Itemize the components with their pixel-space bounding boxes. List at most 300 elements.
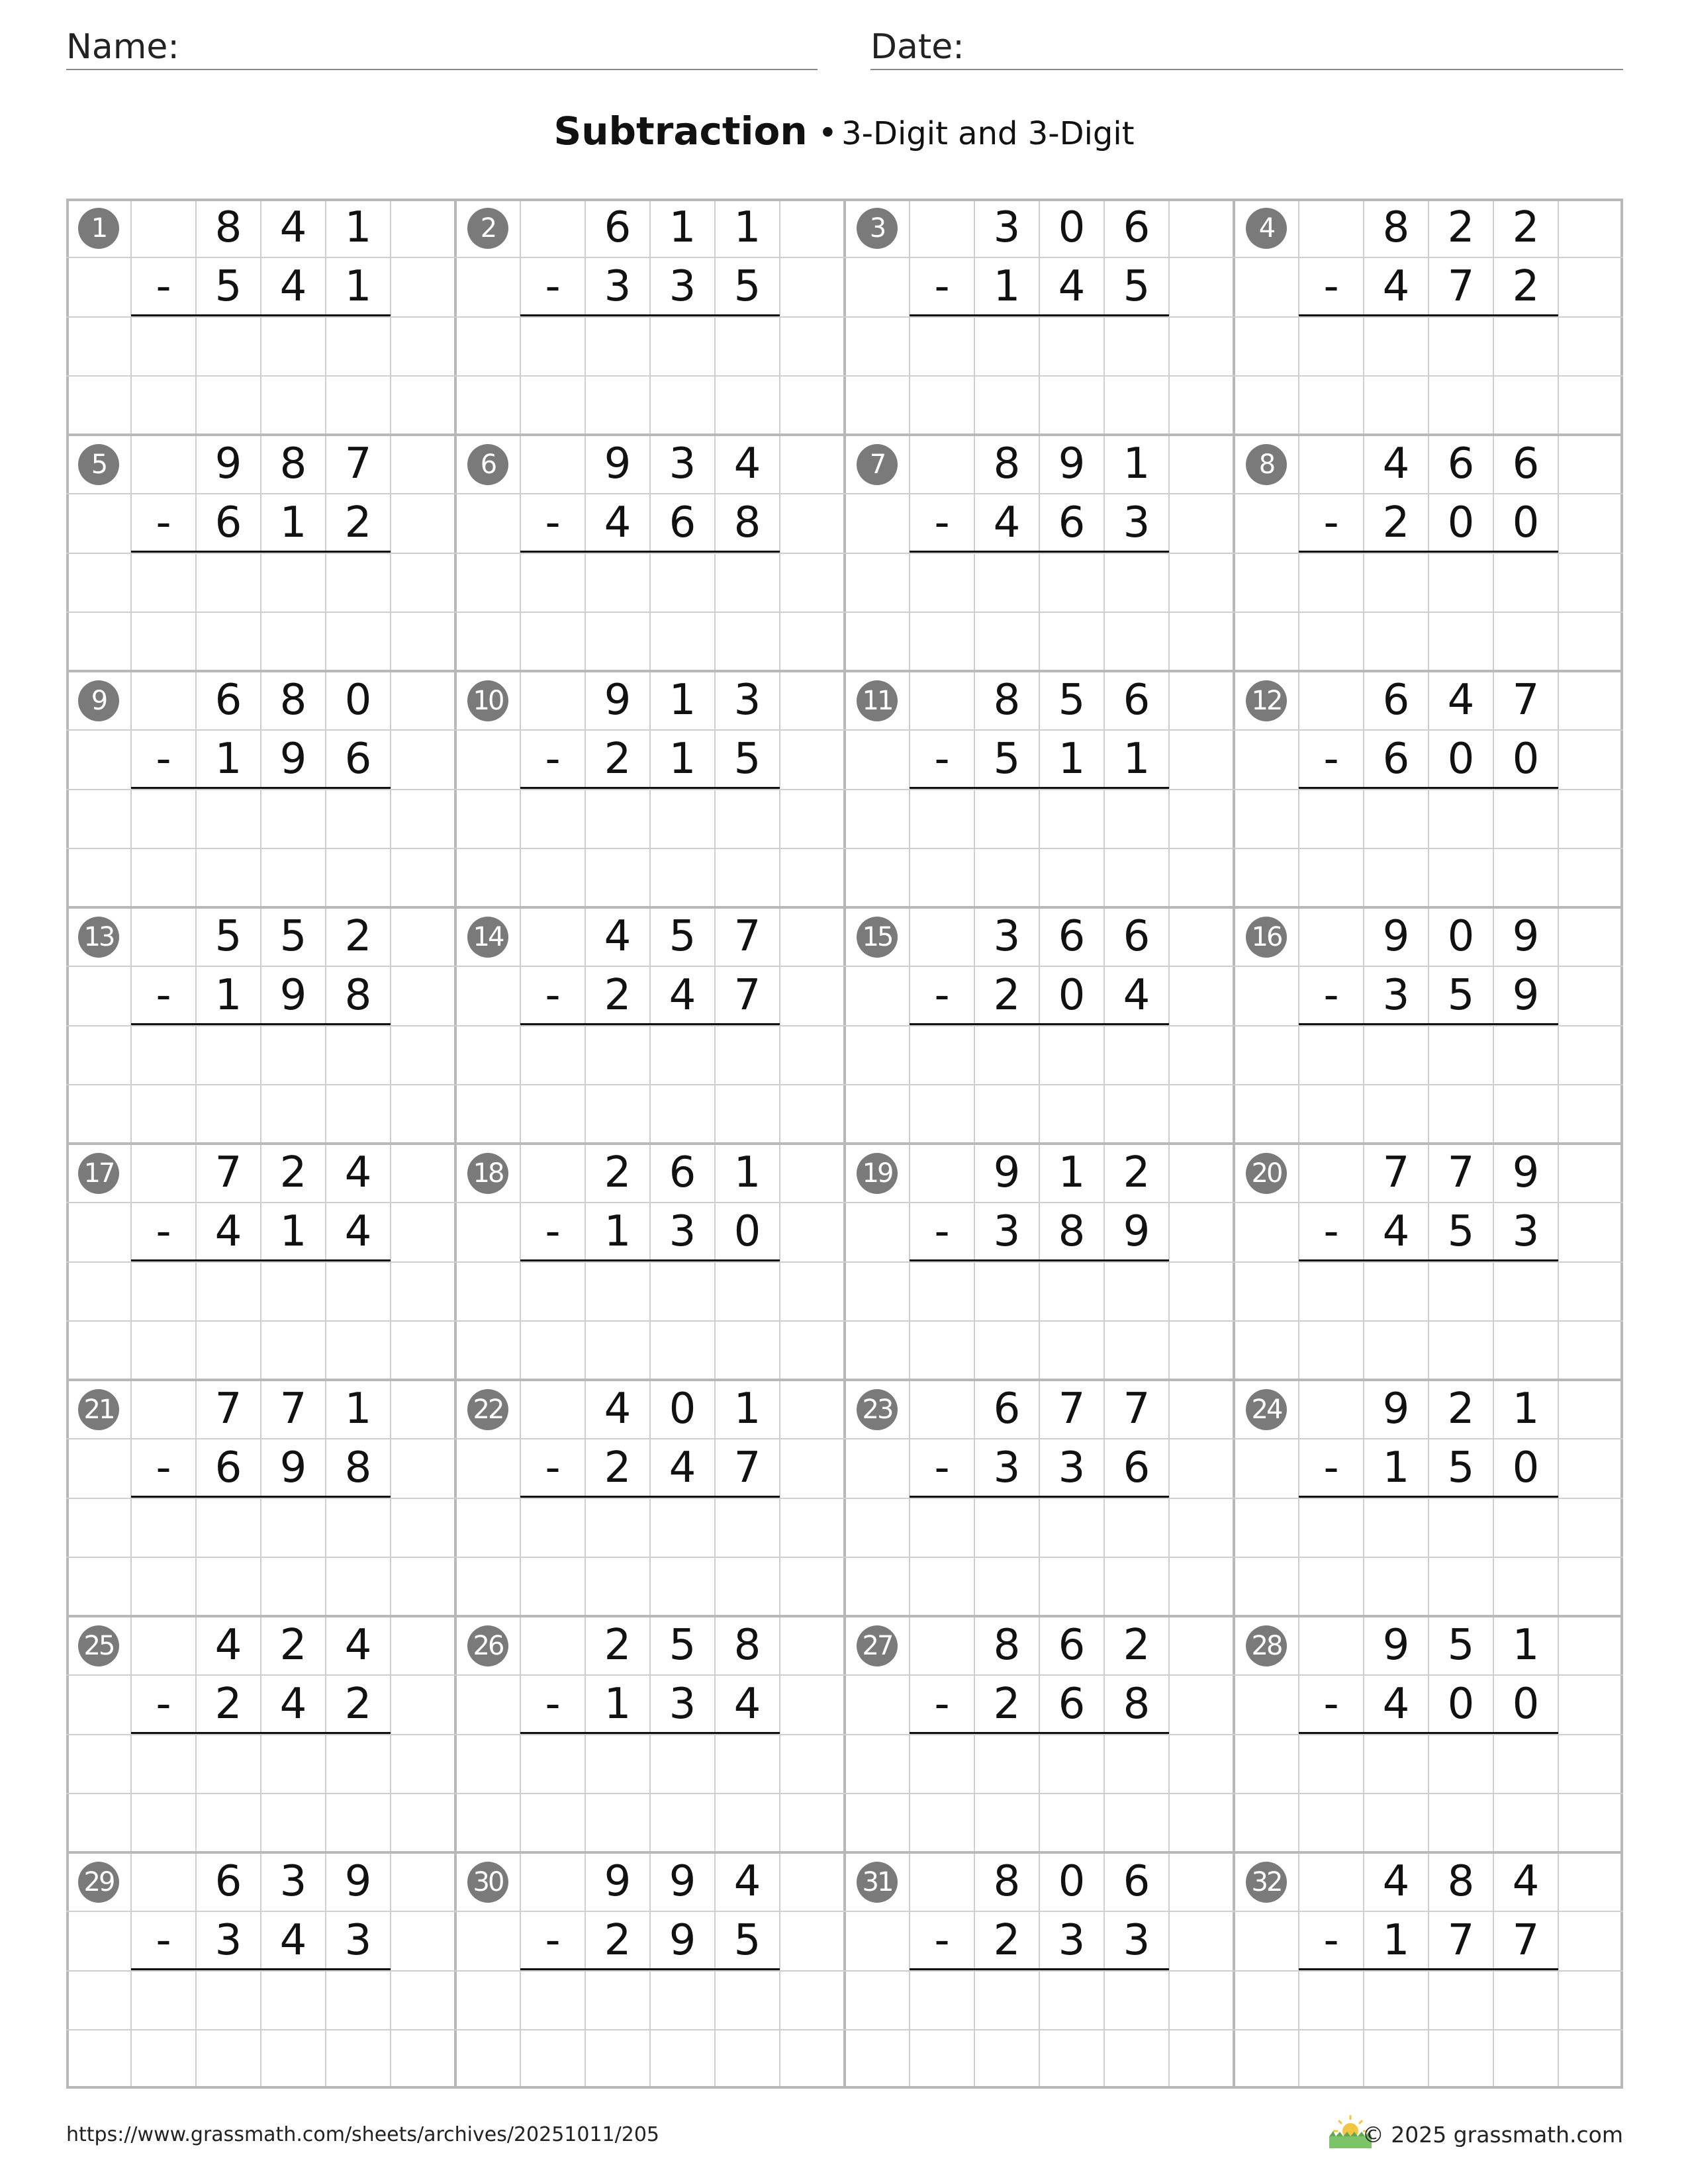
answer-cell[interactable] [1300, 1737, 1362, 1849]
minuend-digit: 4 [604, 1385, 632, 1433]
subtrahend-digit: 4 [214, 1207, 242, 1256]
worksheet-title [0, 105, 1688, 167]
answer-cell[interactable] [1365, 319, 1427, 432]
subtrahend-digit: 6 [214, 498, 242, 547]
answer-cell[interactable] [586, 1028, 649, 1140]
subtrahend-digit: 2 [1512, 262, 1540, 311]
subtrahend-digit: 4 [1382, 1207, 1410, 1256]
subtrahend-digit: 6 [669, 498, 696, 547]
answer-cell[interactable] [1105, 792, 1168, 904]
answer-cell[interactable] [651, 1264, 714, 1377]
problem-number-badge: 9 [78, 680, 119, 721]
problem [845, 1380, 1234, 1616]
minuend-digit: 4 [344, 1148, 372, 1197]
answer-cell[interactable] [651, 555, 714, 668]
problem [1234, 671, 1623, 907]
minuend-digit: 6 [1447, 439, 1475, 488]
minuend-digit: 6 [1058, 1621, 1086, 1670]
subtrahend-digit: 2 [993, 1680, 1021, 1729]
subtrahend-digit: 3 [669, 262, 696, 311]
answer-cell[interactable] [651, 1737, 714, 1849]
subtrahend-digit: 7 [1447, 262, 1475, 311]
minus-sign: - [156, 971, 171, 1020]
answer-cell[interactable] [197, 1500, 259, 1613]
minuend-digit: 3 [279, 1857, 307, 1906]
answer-cell[interactable] [197, 1028, 259, 1140]
answer-cell[interactable] [1041, 792, 1103, 904]
problem [66, 671, 455, 907]
subtrahend-digit: 1 [1058, 735, 1086, 784]
answer-cell[interactable] [911, 1500, 973, 1613]
subtrahend-digit: 4 [669, 1443, 696, 1492]
answer-cell[interactable] [197, 1737, 259, 1849]
minuend-digit: 2 [1512, 203, 1540, 252]
minuend-digit: 4 [214, 1621, 242, 1670]
minuend-digit: 4 [1447, 676, 1475, 725]
answer-cell[interactable] [1300, 1500, 1362, 1613]
answer-cell[interactable] [1300, 1028, 1362, 1140]
subtrahend-digit: 0 [1447, 1680, 1475, 1729]
problem [455, 1852, 845, 2089]
minuend-digit: 5 [214, 912, 242, 961]
problem [1234, 435, 1623, 671]
subtrahend-digit: 3 [344, 1916, 372, 1965]
minuend-digit: 1 [344, 203, 372, 252]
answer-cell[interactable] [1495, 1973, 1557, 2085]
minuend-digit: 8 [279, 439, 307, 488]
answer-cell[interactable] [1300, 319, 1362, 432]
minuend-digit: 4 [344, 1621, 372, 1670]
subtrahend-digit: 3 [1123, 1916, 1150, 1965]
answer-cell[interactable] [1300, 792, 1362, 904]
answer-cell[interactable] [1041, 1500, 1103, 1613]
answer-cell[interactable] [976, 1264, 1038, 1377]
answer-cell[interactable] [976, 1737, 1038, 1849]
subtrahend-digit: 9 [1512, 971, 1540, 1020]
subtrahend-digit: 8 [344, 971, 372, 1020]
minuend-digit: 6 [993, 1385, 1021, 1433]
subtrahend-digit: 1 [1382, 1443, 1410, 1492]
answer-cell[interactable] [1495, 1500, 1557, 1613]
answer-cell[interactable] [197, 555, 259, 668]
answer-cell[interactable] [522, 1028, 584, 1140]
answer-cell[interactable] [262, 1737, 324, 1849]
minuend-digit: 8 [993, 1621, 1021, 1670]
answer-cell[interactable] [1105, 1973, 1168, 2085]
subtrahend-digit: 3 [993, 1207, 1021, 1256]
subtrahend-digit: 4 [669, 971, 696, 1020]
minus-sign: - [1323, 971, 1339, 1020]
subtrahend-digit: 3 [1512, 1207, 1540, 1256]
answer-cell[interactable] [586, 1973, 649, 2085]
answer-cell[interactable] [327, 319, 389, 432]
subtrahend-digit: 8 [733, 498, 761, 547]
minuend-digit: 7 [214, 1148, 242, 1197]
subtrahend-digit: 7 [733, 1443, 761, 1492]
answer-cell[interactable] [327, 1737, 389, 1849]
minuend-digit: 4 [604, 912, 632, 961]
name-label: Name: [66, 27, 179, 67]
minuend-digit: 6 [669, 1148, 696, 1197]
answer-cell[interactable] [586, 555, 649, 668]
minuend-digit: 6 [1123, 1857, 1150, 1906]
subtrahend-digit: 6 [1123, 1443, 1150, 1492]
answer-cell[interactable] [1105, 1264, 1168, 1377]
answer-cell[interactable] [1495, 1737, 1557, 1849]
answer-cell[interactable] [197, 1973, 259, 2085]
answer-cell[interactable] [1105, 1028, 1168, 1140]
answer-cell[interactable] [327, 1264, 389, 1377]
answer-cell[interactable] [911, 1264, 973, 1377]
answer-cell[interactable] [262, 319, 324, 432]
answer-cell[interactable] [1430, 1264, 1492, 1377]
answer-cell[interactable] [327, 555, 389, 668]
name-blank[interactable] [185, 25, 818, 69]
answer-cell[interactable] [132, 1737, 195, 1849]
subtrahend-digit: 3 [214, 1916, 242, 1965]
title-separator: • [818, 114, 838, 152]
answer-cell[interactable] [1365, 1737, 1427, 1849]
answer-cell[interactable] [1041, 1737, 1103, 1849]
problem [66, 907, 455, 1144]
answer-cell[interactable] [586, 1264, 649, 1377]
minuend-digit: 9 [604, 1857, 632, 1906]
answer-cell[interactable] [327, 1500, 389, 1613]
problem-number-badge: 4 [1246, 208, 1287, 249]
subtrahend-digit: 0 [1512, 735, 1540, 784]
answer-cell[interactable] [651, 1028, 714, 1140]
minuend-digit: 6 [604, 203, 632, 252]
answer-cell[interactable] [651, 1973, 714, 2085]
answer-cell[interactable] [132, 1500, 195, 1613]
problem [845, 435, 1234, 671]
answer-cell[interactable] [976, 792, 1038, 904]
answer-cell[interactable] [1300, 1973, 1362, 2085]
answer-rule [910, 314, 1169, 316]
answer-rule [131, 1023, 391, 1025]
subtrahend-digit: 1 [344, 262, 372, 311]
minus-sign: - [545, 1207, 561, 1256]
minuend-digit: 5 [669, 1621, 696, 1670]
problem [455, 1380, 845, 1616]
answer-cell[interactable] [1365, 1500, 1427, 1613]
answer-cell[interactable] [132, 555, 195, 668]
answer-cell[interactable] [197, 319, 259, 432]
problem-number-badge: 7 [857, 444, 898, 485]
answer-cell[interactable] [976, 1973, 1038, 2085]
problem-number-badge: 27 [857, 1625, 898, 1666]
minuend-digit: 0 [669, 1385, 696, 1433]
problem-number-badge: 15 [857, 917, 898, 958]
minuend-digit: 2 [604, 1621, 632, 1670]
answer-cell[interactable] [1365, 792, 1427, 904]
answer-cell[interactable] [1495, 555, 1557, 668]
answer-cell[interactable] [1365, 1264, 1427, 1377]
minuend-digit: 6 [1123, 676, 1150, 725]
minuend-digit: 4 [1382, 439, 1410, 488]
answer-cell[interactable] [976, 555, 1038, 668]
answer-cell[interactable] [522, 1737, 584, 1849]
subtrahend-digit: 2 [604, 1916, 632, 1965]
minus-sign: - [1323, 1680, 1339, 1729]
answer-cell[interactable] [1430, 319, 1492, 432]
minuend-digit: 2 [344, 912, 372, 961]
answer-cell[interactable] [976, 1028, 1038, 1140]
answer-cell[interactable] [327, 1973, 389, 2085]
answer-cell[interactable] [327, 792, 389, 904]
problem-number-badge: 3 [857, 208, 898, 249]
minuend-digit: 3 [993, 912, 1021, 961]
answer-cell[interactable] [1430, 555, 1492, 668]
answer-rule [520, 314, 780, 316]
answer-cell[interactable] [262, 1973, 324, 2085]
minuend-digit: 8 [993, 676, 1021, 725]
answer-cell[interactable] [1430, 1500, 1492, 1613]
minuend-digit: 1 [669, 203, 696, 252]
answer-cell[interactable] [132, 1973, 195, 2085]
answer-cell[interactable] [1105, 555, 1168, 668]
answer-cell[interactable] [1041, 1973, 1103, 2085]
problem [66, 1852, 455, 2089]
minuend-digit: 7 [1123, 1385, 1150, 1433]
answer-cell[interactable] [262, 1500, 324, 1613]
problem [66, 1380, 455, 1616]
minuend-digit: 8 [1447, 1857, 1475, 1906]
answer-cell[interactable] [651, 319, 714, 432]
answer-cell[interactable] [1495, 792, 1557, 904]
subtrahend-digit: 0 [1447, 735, 1475, 784]
subtrahend-digit: 4 [344, 1207, 372, 1256]
answer-cell[interactable] [716, 1737, 778, 1849]
answer-cell[interactable] [262, 555, 324, 668]
minuend-digit: 9 [1058, 439, 1086, 488]
answer-rule [1299, 314, 1558, 316]
answer-cell[interactable] [1495, 1264, 1557, 1377]
minus-sign: - [156, 1680, 171, 1729]
answer-cell[interactable] [522, 555, 584, 668]
answer-cell[interactable] [716, 792, 778, 904]
minuend-digit: 6 [1512, 439, 1540, 488]
answer-cell[interactable] [522, 792, 584, 904]
minuend-digit: 2 [1447, 203, 1475, 252]
footer-copyright: © 2025 grassmath.com [1362, 2122, 1623, 2148]
minus-sign: - [934, 1680, 950, 1729]
answer-cell[interactable] [1105, 1500, 1168, 1613]
answer-cell[interactable] [1105, 1737, 1168, 1849]
problem-number-badge: 20 [1246, 1153, 1287, 1194]
answer-cell[interactable] [522, 319, 584, 432]
minus-sign: - [545, 1916, 561, 1965]
subtrahend-digit: 0 [1512, 1680, 1540, 1729]
answer-cell[interactable] [1495, 1028, 1557, 1140]
minuend-digit: 7 [279, 1385, 307, 1433]
answer-cell[interactable] [586, 1737, 649, 1849]
answer-cell[interactable] [716, 1500, 778, 1613]
answer-cell[interactable] [586, 1500, 649, 1613]
minuend-digit: 9 [1512, 1148, 1540, 1197]
problem-number-badge: 21 [78, 1389, 119, 1430]
minuend-digit: 9 [604, 676, 632, 725]
subtrahend-digit: 6 [344, 735, 372, 784]
subtrahend-digit: 7 [733, 971, 761, 1020]
problem-number-badge: 28 [1246, 1625, 1287, 1666]
subtrahend-digit: 1 [1123, 735, 1150, 784]
minuend-digit: 6 [214, 676, 242, 725]
answer-rule [910, 1496, 1169, 1498]
answer-cell[interactable] [716, 555, 778, 668]
answer-cell[interactable] [132, 1028, 195, 1140]
answer-cell[interactable] [911, 792, 973, 904]
problem [1234, 1380, 1623, 1616]
answer-cell[interactable] [586, 792, 649, 904]
subtrahend-digit: 5 [1447, 971, 1475, 1020]
answer-cell[interactable] [1430, 1973, 1492, 2085]
minuend-digit: 1 [733, 1148, 761, 1197]
subtrahend-digit: 8 [344, 1443, 372, 1492]
problem [1234, 907, 1623, 1144]
answer-rule [1299, 1732, 1558, 1734]
answer-cell[interactable] [1365, 1028, 1427, 1140]
problem-number-badge: 32 [1246, 1862, 1287, 1903]
minuend-digit: 2 [1123, 1621, 1150, 1670]
answer-cell[interactable] [522, 1264, 584, 1377]
answer-cell[interactable] [262, 1028, 324, 1140]
subtrahend-digit: 3 [1058, 1916, 1086, 1965]
answer-cell[interactable] [1430, 1028, 1492, 1140]
answer-cell[interactable] [716, 1028, 778, 1140]
problem [455, 199, 845, 435]
problem-number-badge: 25 [78, 1625, 119, 1666]
answer-cell[interactable] [1041, 1028, 1103, 1140]
problem [66, 1616, 455, 1852]
answer-cell[interactable] [262, 1264, 324, 1377]
minuend-digit: 6 [1058, 912, 1086, 961]
answer-rule [910, 551, 1169, 553]
answer-cell[interactable] [197, 792, 259, 904]
subtrahend-digit: 5 [1447, 1443, 1475, 1492]
minuend-digit: 9 [1382, 912, 1410, 961]
answer-cell[interactable] [716, 1264, 778, 1377]
subtrahend-digit: 9 [279, 1443, 307, 1492]
answer-cell[interactable] [1430, 1737, 1492, 1849]
minus-sign: - [545, 971, 561, 1020]
answer-cell[interactable] [1041, 555, 1103, 668]
problem-number-badge: 2 [467, 208, 508, 249]
subtrahend-digit: 6 [214, 1443, 242, 1492]
problem [845, 1616, 1234, 1852]
problem [66, 199, 455, 435]
subtrahend-digit: 4 [604, 498, 632, 547]
subtrahend-digit: 2 [993, 1916, 1021, 1965]
answer-cell[interactable] [651, 792, 714, 904]
answer-cell[interactable] [911, 1028, 973, 1140]
problem [1234, 1616, 1623, 1852]
minuend-digit: 3 [733, 676, 761, 725]
answer-cell[interactable] [586, 319, 649, 432]
answer-cell[interactable] [911, 319, 973, 432]
date-field[interactable] [870, 25, 1623, 70]
answer-cell[interactable] [132, 1264, 195, 1377]
problem [455, 907, 845, 1144]
answer-cell[interactable] [911, 555, 973, 668]
answer-cell[interactable] [1430, 792, 1492, 904]
answer-cell[interactable] [1365, 1973, 1427, 2085]
subtrahend-digit: 4 [279, 1680, 307, 1729]
answer-cell[interactable] [262, 792, 324, 904]
problem-number-badge: 5 [78, 444, 119, 485]
answer-cell[interactable] [327, 1028, 389, 1140]
answer-cell[interactable] [1041, 319, 1103, 432]
answer-cell[interactable] [1105, 319, 1168, 432]
problem-number-badge: 31 [857, 1862, 898, 1903]
minuend-digit: 8 [993, 439, 1021, 488]
name-field[interactable] [66, 25, 818, 70]
answer-cell[interactable] [911, 1973, 973, 2085]
minuend-digit: 9 [344, 1857, 372, 1906]
minus-sign: - [156, 1916, 171, 1965]
answer-rule [910, 1732, 1169, 1734]
answer-cell[interactable] [1365, 555, 1427, 668]
answer-cell[interactable] [1300, 1264, 1362, 1377]
date-blank[interactable] [990, 25, 1623, 69]
minuend-digit: 4 [733, 1857, 761, 1906]
minuend-digit: 0 [344, 676, 372, 725]
answer-cell[interactable] [522, 1973, 584, 2085]
answer-cell[interactable] [716, 1973, 778, 2085]
minuend-digit: 5 [1058, 676, 1086, 725]
minuend-digit: 3 [993, 203, 1021, 252]
answer-rule [131, 1732, 391, 1734]
minus-sign: - [1323, 1443, 1339, 1492]
minuend-digit: 0 [1058, 203, 1086, 252]
answer-rule [910, 787, 1169, 789]
minuend-digit: 1 [1512, 1621, 1540, 1670]
answer-cell[interactable] [976, 1500, 1038, 1613]
answer-cell[interactable] [1495, 319, 1557, 432]
subtrahend-digit: 4 [733, 1680, 761, 1729]
date-label: Date: [870, 27, 964, 67]
subtrahend-digit: 1 [1382, 1916, 1410, 1965]
answer-cell[interactable] [132, 319, 195, 432]
minuend-digit: 6 [214, 1857, 242, 1906]
answer-cell[interactable] [1300, 555, 1362, 668]
problem [845, 1852, 1234, 2089]
minuend-digit: 7 [214, 1385, 242, 1433]
subtrahend-digit: 5 [1447, 1207, 1475, 1256]
problem-number-badge: 30 [467, 1862, 508, 1903]
answer-cell[interactable] [651, 1500, 714, 1613]
minuend-digit: 9 [604, 439, 632, 488]
minus-sign: - [545, 262, 561, 311]
answer-cell[interactable] [522, 1500, 584, 1613]
answer-cell[interactable] [911, 1737, 973, 1849]
answer-cell[interactable] [716, 319, 778, 432]
minuend-digit: 2 [1123, 1148, 1150, 1197]
answer-cell[interactable] [976, 319, 1038, 432]
problem [1234, 199, 1623, 435]
minuend-digit: 9 [669, 1857, 696, 1906]
minuend-digit: 4 [279, 203, 307, 252]
subtrahend-digit: 1 [604, 1207, 632, 1256]
answer-rule [520, 551, 780, 553]
subtrahend-digit: 1 [214, 735, 242, 784]
subtrahend-digit: 2 [604, 971, 632, 1020]
answer-cell[interactable] [197, 1264, 259, 1377]
answer-cell[interactable] [1041, 1264, 1103, 1377]
answer-cell[interactable] [132, 792, 195, 904]
answer-rule [131, 787, 391, 789]
problem [455, 435, 845, 671]
